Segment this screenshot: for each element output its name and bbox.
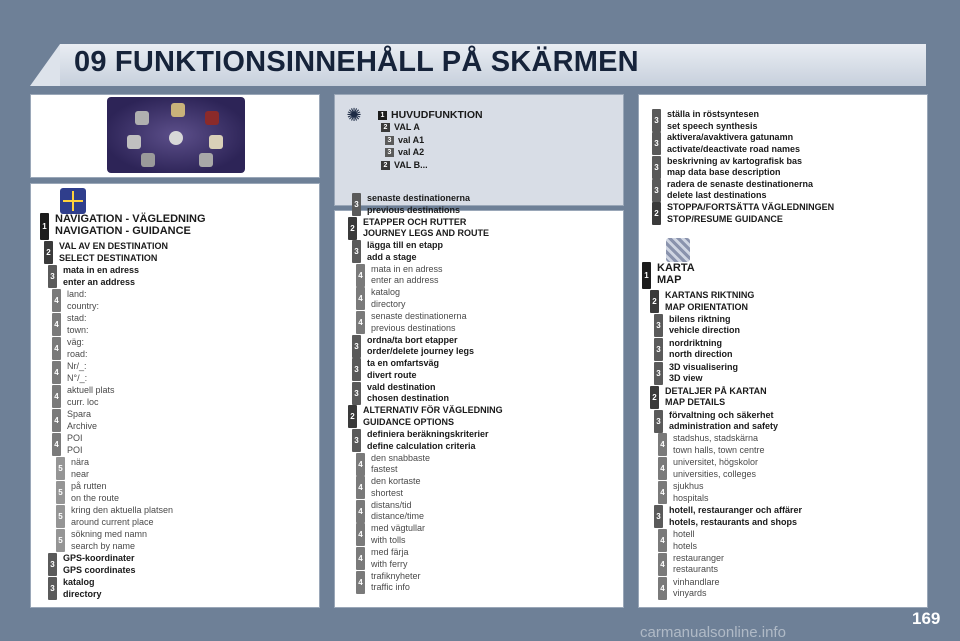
outline-item-line: with tolls	[371, 534, 406, 545]
sun-icon: ✺	[346, 105, 362, 125]
level-badge: 4	[356, 571, 365, 594]
outline-item-line: ställa in röstsyntesen	[667, 109, 760, 119]
legend-item-text: VAL A	[394, 122, 420, 132]
outline-item	[654, 505, 802, 528]
outline-item	[48, 265, 139, 288]
outline-item	[356, 523, 425, 546]
outline-item-text	[67, 289, 99, 312]
outline-item	[658, 433, 765, 456]
outline-item-line: north direction	[669, 349, 733, 360]
outline-item-line: restaurants	[673, 564, 719, 575]
level-badge: 4	[52, 289, 61, 312]
outline-item-line: directory	[371, 298, 406, 309]
outline-item-line: land:	[67, 289, 87, 299]
legend-item-text: val A2	[398, 147, 425, 157]
outline-item-text	[669, 338, 733, 361]
outline-item	[352, 193, 470, 216]
outline-item-text	[367, 429, 489, 452]
outline-item	[652, 156, 802, 179]
level-badge: 4	[658, 433, 667, 456]
outline-item-text	[67, 433, 83, 456]
outline-item-line: ALTERNATIV FÖR VÄGLEDNING	[363, 405, 503, 416]
outline-item-line: with ferry	[371, 558, 408, 569]
outline-item-text	[367, 335, 474, 358]
outline-item-text	[657, 262, 695, 286]
outline-item-line: directory	[63, 588, 102, 599]
level-badge: 4	[356, 264, 365, 287]
phone-icon	[205, 111, 219, 125]
level-badge: 3	[652, 109, 661, 132]
level-badge: 3	[654, 362, 663, 385]
outline-item-line: katalog	[371, 287, 401, 298]
outline-item-text	[63, 577, 102, 600]
level-badge: 4	[658, 553, 667, 576]
outline-item-line: sjukhus	[673, 481, 704, 492]
outline-item-line: NAVIGATION - VÄGLEDNING	[55, 213, 206, 225]
level-badge: 2	[381, 161, 390, 170]
level-badge: 3	[654, 314, 663, 337]
outline-item	[650, 290, 754, 313]
outline-item	[356, 571, 421, 594]
outline-item-line: med färja	[371, 547, 409, 557]
outline-item	[658, 481, 709, 504]
outline-item-text	[367, 240, 443, 263]
outline-item-text	[367, 193, 470, 216]
outline-item-line: hotell, restauranger och affärer	[669, 505, 803, 516]
legend-item	[381, 122, 420, 132]
outline-item	[52, 385, 115, 408]
outline-item-text	[367, 382, 449, 405]
level-badge: 4	[52, 409, 61, 432]
outline-item-text	[669, 410, 778, 433]
level-badge: 4	[52, 385, 61, 408]
outline-item	[56, 457, 89, 480]
navigation-icon	[135, 111, 149, 125]
audio-icon	[209, 135, 223, 149]
level-badge: 3	[352, 358, 361, 381]
level-badge: 2	[650, 386, 659, 409]
outline-item-line: previous destinations	[367, 204, 461, 215]
outline-item-line: road:	[67, 348, 88, 359]
outline-item-line: distans/tid	[371, 499, 412, 510]
level-badge: 4	[658, 577, 667, 600]
outline-item-line: beskrivning av kartografisk bas	[667, 155, 803, 166]
outline-item-line: POI	[67, 444, 83, 455]
outline-item-line: fastest	[371, 464, 398, 475]
outline-item-line: enter an address	[63, 276, 136, 287]
outline-item-text	[673, 529, 697, 552]
outline-item-line: den snabbaste	[371, 452, 431, 463]
outline-item	[352, 240, 443, 263]
outline-item-line: på rutten	[71, 481, 107, 491]
outline-item-line: traffic info	[371, 582, 410, 593]
outline-item	[356, 500, 424, 523]
outline-item-line: bilens riktning	[669, 313, 731, 324]
outline-item-line: MAP DETAILS	[665, 397, 726, 408]
outline-item-text	[371, 311, 467, 334]
outline-item-line: GPS-koordinater	[63, 553, 135, 563]
outline-item	[40, 213, 206, 240]
outline-item-line: aktuell plats	[67, 385, 115, 395]
center-icon	[169, 131, 183, 145]
level-badge: 4	[356, 476, 365, 499]
outline-item-line: around current place	[71, 516, 154, 527]
outline-item-line: activate/deactivate road names	[667, 143, 801, 154]
outline-item	[352, 382, 449, 405]
map-fold-icon	[666, 238, 690, 262]
level-badge: 5	[56, 481, 65, 504]
level-badge: 4	[356, 311, 365, 334]
outline-item	[352, 429, 489, 452]
level-badge: 5	[56, 529, 65, 552]
level-badge: 4	[52, 337, 61, 360]
outline-item	[356, 264, 443, 287]
outline-item-text	[67, 409, 97, 432]
outline-item-line: nära	[71, 457, 90, 467]
outline-item-text	[71, 457, 89, 480]
outline-item	[52, 409, 97, 432]
outline-item-text	[673, 577, 720, 600]
outline-item-line: väg:	[67, 337, 85, 347]
outline-item-text	[67, 361, 87, 384]
outline-item-line: STOPPA/FORTSÄTTA VÄGLEDNINGEN	[667, 202, 835, 213]
outline-item-line: nordriktning	[669, 337, 722, 348]
outline-item-line: SELECT DESTINATION	[59, 252, 158, 263]
level-badge: 3	[352, 240, 361, 263]
outline-item-line: restauranger	[673, 552, 725, 563]
outline-item-text	[67, 385, 115, 408]
outline-item	[52, 337, 88, 360]
outline-item-text	[667, 132, 800, 155]
outline-item-text	[63, 553, 136, 576]
outline-item-line: previous destinations	[371, 322, 456, 333]
page-number: 169	[912, 609, 941, 628]
outline-item-text	[665, 290, 754, 313]
outline-item-line: ETAPPER OCH RUTTER	[363, 216, 467, 227]
outline-item-text	[673, 433, 765, 456]
legend-title-row	[378, 109, 483, 121]
navigation-compass-icon	[60, 188, 86, 214]
outline-item-text	[371, 264, 443, 287]
outline-item	[652, 202, 834, 225]
outline-item-line: hospitals	[673, 492, 709, 503]
outline-item-text	[371, 571, 421, 594]
level-badge: 1	[40, 213, 49, 240]
outline-item	[654, 410, 778, 433]
legend-item-text: VAL B...	[394, 160, 428, 170]
level-badge: 3	[654, 410, 663, 433]
level-badge: 3	[352, 335, 361, 358]
outline-item-line: order/delete journey legs	[367, 346, 475, 357]
outline-item-line: mata in en adress	[371, 263, 443, 274]
level-badge: 2	[348, 217, 357, 240]
outline-item-line: STOP/RESUME GUIDANCE	[667, 213, 783, 224]
outline-item-line: den kortaste	[371, 476, 421, 487]
outline-item-line: ta en omfartsväg	[367, 358, 440, 369]
outline-item	[48, 577, 102, 600]
level-badge: 4	[356, 287, 365, 310]
outline-item-text	[667, 156, 802, 179]
outline-item-line: near	[71, 468, 90, 479]
outline-item-line: hotels	[673, 540, 698, 551]
outline-item-text	[67, 313, 89, 336]
outline-item-line: MAP ORIENTATION	[665, 301, 748, 312]
outline-item	[56, 481, 119, 504]
outline-item-line: VAL AV EN DESTINATION	[59, 241, 169, 251]
outline-item-text	[371, 476, 421, 499]
outline-item-line: stadshus, stadskärna	[673, 433, 759, 444]
outline-item-line: katalog	[63, 577, 95, 587]
level-badge: 3	[352, 429, 361, 452]
outline-item-line: Spara	[67, 409, 92, 419]
outline-item-text	[371, 500, 424, 523]
outline-item-line: define calculation criteria	[367, 440, 476, 451]
level-badge: 1	[642, 262, 651, 289]
outline-item-line: hotels, restaurants and shops	[669, 516, 798, 527]
outline-item-line: JOURNEY LEGS AND ROUTE	[363, 228, 490, 239]
outline-item-line: trafiknyheter	[371, 570, 421, 581]
level-badge: 2	[348, 405, 357, 428]
outline-item-line: town:	[67, 324, 89, 335]
outline-item-line: POI	[67, 433, 83, 443]
outline-item-text	[673, 553, 724, 576]
watermark: carmanualsonline.info	[640, 624, 786, 641]
outline-item-line: vald destination	[367, 381, 436, 392]
level-badge: 4	[356, 453, 365, 476]
outline-item-text	[371, 547, 409, 570]
outline-item-text	[669, 362, 738, 385]
outline-item	[654, 338, 733, 361]
legend-item	[385, 135, 424, 145]
level-badge: 5	[56, 505, 65, 528]
outline-item-text	[371, 287, 406, 310]
outline-item	[356, 453, 430, 476]
outline-item-text	[71, 529, 147, 552]
outline-item-line: Archive	[67, 420, 98, 431]
outline-item-text	[665, 386, 767, 409]
legend-item-text: val A1	[398, 135, 425, 145]
level-badge: 2	[652, 202, 661, 225]
level-badge: 3	[352, 382, 361, 405]
outline-item	[356, 547, 409, 570]
outline-item	[658, 457, 758, 480]
level-badge: 4	[658, 529, 667, 552]
legend-item	[381, 160, 428, 170]
outline-item	[52, 313, 89, 336]
outline-item-text	[63, 265, 139, 288]
outline-item-line: definiera beräkningskriterier	[367, 429, 489, 439]
outline-item-text	[667, 202, 834, 225]
outline-item-line: vinyards	[673, 588, 707, 599]
outline-item	[658, 577, 720, 600]
outline-item	[348, 217, 489, 240]
outline-item-line: divert route	[367, 369, 417, 380]
level-badge: 3	[652, 132, 661, 155]
level-badge: 4	[658, 481, 667, 504]
outline-item-line: chosen destination	[367, 393, 450, 404]
outline-item-text	[371, 453, 430, 476]
screen-menu-image	[107, 97, 245, 173]
outline-item-line: 3D visualisering	[669, 361, 739, 372]
outline-item-line: hotell	[673, 529, 695, 539]
level-badge: 3	[48, 265, 57, 288]
outline-item-line: vinhandlare	[673, 576, 720, 587]
outline-item	[356, 311, 467, 334]
outline-item-text	[363, 405, 503, 428]
outline-item	[642, 262, 695, 289]
outline-item-line: NAVIGATION - GUIDANCE	[55, 225, 191, 237]
outline-item-line: GPS coordinates	[63, 564, 136, 575]
outline-item-line: curr. loc	[67, 396, 99, 407]
tools-icon	[141, 153, 155, 167]
outline-item-line: radera de senaste destinationerna	[667, 178, 814, 189]
outline-item-line: sökning med namn	[71, 529, 148, 539]
outline-item-line: vehicle direction	[669, 325, 741, 336]
outline-item-line: map data base description	[667, 167, 781, 178]
level-badge: 2	[44, 241, 53, 264]
level-badge: 3	[385, 148, 394, 157]
outline-item-line: aktivera/avaktivera gatunamn	[667, 132, 794, 143]
outline-item-line: KARTA	[657, 262, 695, 274]
level-badge: 4	[356, 547, 365, 570]
outline-item	[56, 529, 147, 552]
outline-item-line: senaste destinationerna	[371, 311, 467, 321]
outline-item	[654, 362, 738, 385]
outline-item-line: enter an address	[371, 275, 439, 286]
level-badge: 3	[652, 156, 661, 179]
outline-item-text	[71, 481, 119, 504]
level-badge: 4	[52, 433, 61, 456]
outline-item	[356, 287, 406, 310]
outline-item-text	[71, 505, 173, 528]
level-badge: 4	[52, 313, 61, 336]
outline-item-line: mata in en adress	[63, 265, 140, 275]
outline-item-line: country:	[67, 300, 100, 311]
outline-item-line: förvaltning och säkerhet	[669, 409, 774, 420]
outline-item-text	[367, 358, 439, 381]
outline-item	[352, 335, 474, 358]
level-badge: 4	[658, 457, 667, 480]
level-badge: 1	[378, 111, 387, 120]
outline-item	[352, 358, 439, 381]
outline-item-line: universitet, högskolor	[673, 457, 759, 468]
outline-item-text	[667, 109, 759, 132]
outline-item-line: 3D view	[669, 373, 703, 384]
outline-item	[652, 109, 759, 132]
outline-item-line: GUIDANCE OPTIONS	[363, 416, 455, 427]
outline-item	[356, 476, 421, 499]
outline-item-line: add a stage	[367, 251, 417, 262]
level-badge: 3	[654, 338, 663, 361]
outline-item	[652, 179, 813, 202]
level-badge: 3	[48, 577, 57, 600]
outline-item-text	[55, 213, 206, 237]
outline-item-line: senaste destinationerna	[367, 193, 471, 203]
outline-item	[48, 553, 136, 576]
outline-item-text	[673, 481, 709, 504]
outline-item	[44, 241, 168, 264]
traffic-icon	[127, 135, 141, 149]
level-badge: 2	[650, 290, 659, 313]
outline-item	[52, 433, 83, 456]
outline-item-line: town halls, town centre	[673, 444, 765, 455]
outline-item-line: DETALJER PÅ KARTAN	[665, 385, 767, 396]
outline-item	[652, 132, 800, 155]
outline-item-line: distance/time	[371, 511, 425, 522]
level-badge: 3	[652, 179, 661, 202]
outline-item-text	[667, 179, 813, 202]
outline-item-line: administration and safety	[669, 421, 779, 431]
outline-item-text	[67, 337, 88, 360]
level-badge: 2	[381, 123, 390, 132]
outline-item-line: stad:	[67, 313, 87, 323]
outline-item-text	[673, 457, 758, 480]
outline-item	[56, 505, 173, 528]
level-badge: 3	[654, 505, 663, 528]
outline-item-text	[363, 217, 489, 240]
settings-icon	[199, 153, 213, 167]
outline-item-line: shortest	[371, 487, 404, 498]
outline-item	[348, 405, 503, 428]
outline-item-line: med vägtullar	[371, 523, 426, 534]
outline-item-line: on the route	[71, 492, 120, 503]
legend-title: HUVUDFUNKTION	[391, 109, 483, 121]
page-title: 09 FUNKTIONSINNEHÅLL PÅ SKÄRMEN	[74, 46, 639, 78]
outline-item-text	[669, 314, 740, 337]
map-icon	[171, 103, 185, 117]
legend-item	[385, 147, 424, 157]
outline-item-line: KARTANS RIKTNING	[665, 290, 755, 300]
outline-item-line: universities, colleges	[673, 468, 757, 479]
level-badge: 4	[356, 500, 365, 523]
level-badge: 5	[56, 457, 65, 480]
outline-item-text	[371, 523, 425, 546]
outline-item-line: delete last destinations	[667, 190, 767, 201]
level-badge: 3	[48, 553, 57, 576]
outline-item-text	[669, 505, 802, 528]
level-badge: 3	[352, 193, 361, 216]
level-badge: 4	[52, 361, 61, 384]
outline-item-line: set speech synthesis	[667, 120, 758, 131]
level-badge: 4	[356, 523, 365, 546]
outline-item	[658, 529, 697, 552]
outline-item	[658, 553, 724, 576]
outline-item-line: Nr/_:	[67, 361, 87, 371]
outline-item-line: lägga till en etapp	[367, 240, 444, 251]
outline-item-line: kring den aktuella platsen	[71, 505, 174, 515]
level-badge: 3	[385, 136, 394, 145]
outline-item	[654, 314, 740, 337]
outline-item-line: MAP	[657, 274, 682, 286]
outline-item-line: search by name	[71, 540, 136, 551]
outline-item	[52, 361, 87, 384]
outline-item-text	[59, 241, 168, 264]
outline-item-line: ordna/ta bort etapper	[367, 334, 458, 345]
outline-item	[650, 386, 767, 409]
outline-item-line: N°/_:	[67, 372, 88, 383]
outline-item	[52, 289, 99, 312]
